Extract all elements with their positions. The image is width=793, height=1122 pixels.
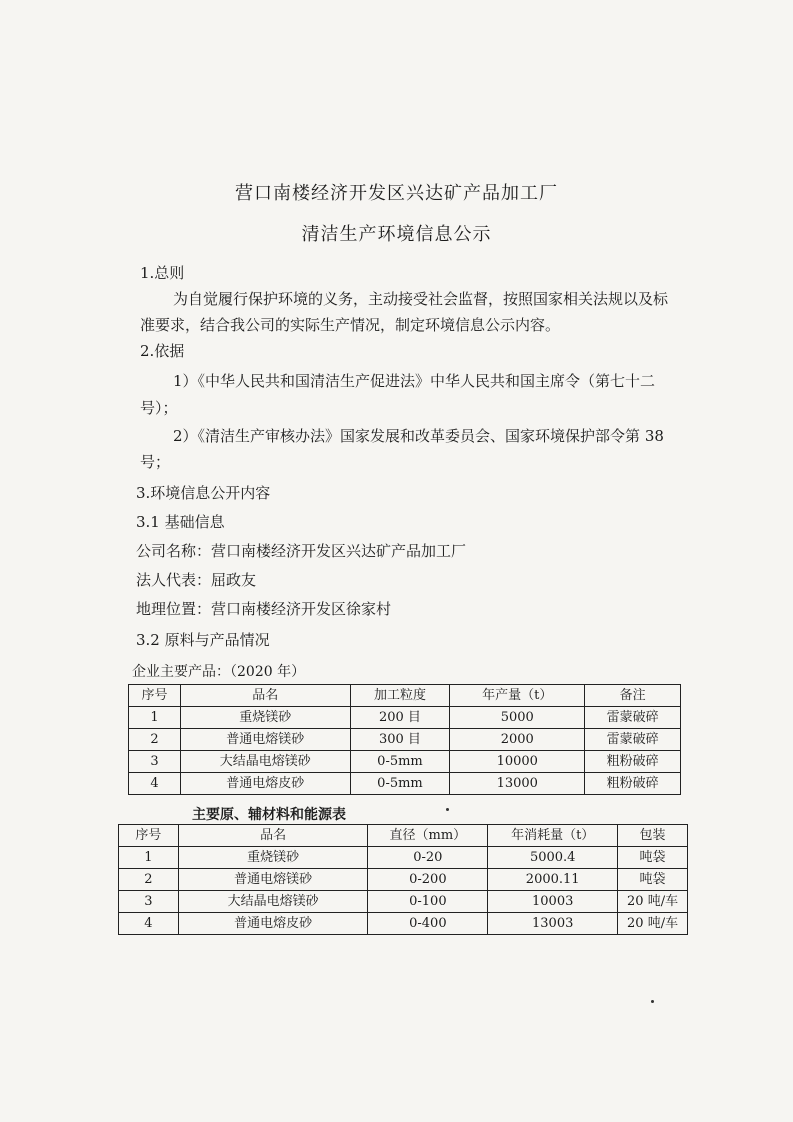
table-cell: 0-5mm (350, 773, 450, 795)
table-header-row (129, 685, 681, 707)
table-row (129, 751, 681, 773)
section-2-heading: 2.依据 (140, 342, 185, 360)
table-cell: 10003 (488, 891, 618, 913)
table-cell: 13003 (488, 913, 618, 935)
table-cell: 大结晶电熔镁砂 (178, 891, 368, 913)
header-cell: 包装 (618, 825, 688, 847)
section-1-paragraph-line-2: 准要求，结合我公司的实际生产情况，制定环境信息公示内容。 (140, 316, 561, 334)
table-cell: 0-20 (368, 847, 488, 869)
scan-speck (446, 808, 449, 811)
table-cell: 2000 (450, 729, 585, 751)
scan-speck (651, 1000, 654, 1003)
table-cell: 大结晶电熔镁砂 (180, 751, 350, 773)
header-cell: 序号 (119, 825, 179, 847)
basis-item-2-line-2: 号； (140, 453, 171, 471)
table-cell: 3 (119, 891, 179, 913)
header-cell: 加工粒度 (350, 685, 450, 707)
products-table (128, 684, 681, 795)
section-1-heading: 1.总则 (140, 264, 185, 282)
legal-representative: 法人代表：屈政友 (136, 571, 257, 589)
header-cell: 年产量（t） (450, 685, 585, 707)
table-cell: 1 (129, 707, 181, 729)
section-3-2-heading: 3.2 原料与产品情况 (136, 631, 270, 649)
table-cell: 5000.4 (488, 847, 618, 869)
company-name: 公司名称：营口南楼经济开发区兴达矿产品加工厂 (136, 542, 467, 560)
materials-table-caption: 主要原、辅材料和能源表 (192, 807, 346, 823)
table-cell: 雷蒙破碎 (585, 707, 681, 729)
geographic-location: 地理位置：营口南楼经济开发区徐家村 (136, 600, 392, 618)
table-cell: 雷蒙破碎 (585, 729, 681, 751)
table-cell: 粗粉破碎 (585, 751, 681, 773)
table-cell: 0-5mm (350, 751, 450, 773)
table-cell: 4 (129, 773, 181, 795)
table-cell: 2 (129, 729, 181, 751)
table-cell: 4 (119, 913, 179, 935)
table-cell: 20 吨/车 (618, 913, 688, 935)
header-cell: 品名 (178, 825, 368, 847)
table-cell: 2 (119, 869, 179, 891)
materials-table (118, 824, 688, 935)
table-cell: 0-200 (368, 869, 488, 891)
table-cell: 粗粉破碎 (585, 773, 681, 795)
table-cell: 重烧镁砂 (180, 707, 350, 729)
header-cell: 直径（mm） (368, 825, 488, 847)
basis-item-1-line-1: 1）《中华人民共和国清洁生产促进法》中华人民共和国主席令（第七十二 (173, 372, 656, 390)
table-row (119, 891, 688, 913)
table-cell: 0-100 (368, 891, 488, 913)
table-cell: 20 吨/车 (618, 891, 688, 913)
table-cell: 2000.11 (488, 869, 618, 891)
table-cell: 10000 (450, 751, 585, 773)
table-cell: 300 目 (350, 729, 450, 751)
table-cell: 200 目 (350, 707, 450, 729)
table-cell: 5000 (450, 707, 585, 729)
table-cell: 吨袋 (618, 847, 688, 869)
document-subtitle: 清洁生产环境信息公示 (301, 224, 492, 245)
header-cell: 序号 (129, 685, 181, 707)
table-cell: 普通电熔镁砂 (178, 869, 368, 891)
table-cell: 普通电熔镁砂 (180, 729, 350, 751)
table-cell: 3 (129, 751, 181, 773)
table-cell: 13000 (450, 773, 585, 795)
basis-item-1-line-2: 号）； (140, 399, 178, 417)
basis-item-2-line-1: 2）《清洁生产审核办法》国家发展和改革委员会、国家环境保护部令第 38 (173, 427, 664, 445)
table-row (129, 707, 681, 729)
table-row (119, 869, 688, 891)
table-header-row (119, 825, 688, 847)
table-cell: 普通电熔皮砂 (180, 773, 350, 795)
table-cell: 重烧镁砂 (178, 847, 368, 869)
header-cell: 年消耗量（t） (488, 825, 618, 847)
table-cell: 普通电熔皮砂 (178, 913, 368, 935)
table-row (119, 913, 688, 935)
table-cell: 0-400 (368, 913, 488, 935)
header-cell: 备注 (585, 685, 681, 707)
header-cell: 品名 (180, 685, 350, 707)
table-row (129, 729, 681, 751)
section-3-1-heading: 3.1 基础信息 (136, 513, 225, 531)
table-row (119, 847, 688, 869)
table-cell: 吨袋 (618, 869, 688, 891)
document-title: 营口南楼经济开发区兴达矿产品加工厂 (235, 183, 558, 204)
products-table-caption: 企业主要产品：（2020 年） (132, 664, 306, 680)
table-row (129, 773, 681, 795)
table-cell: 1 (119, 847, 179, 869)
section-3-heading: 3.环境信息公开内容 (136, 484, 271, 502)
section-1-paragraph-line-1: 为自觉履行保护环境的义务，主动接受社会监督，按照国家相关法规以及标 (173, 290, 669, 308)
